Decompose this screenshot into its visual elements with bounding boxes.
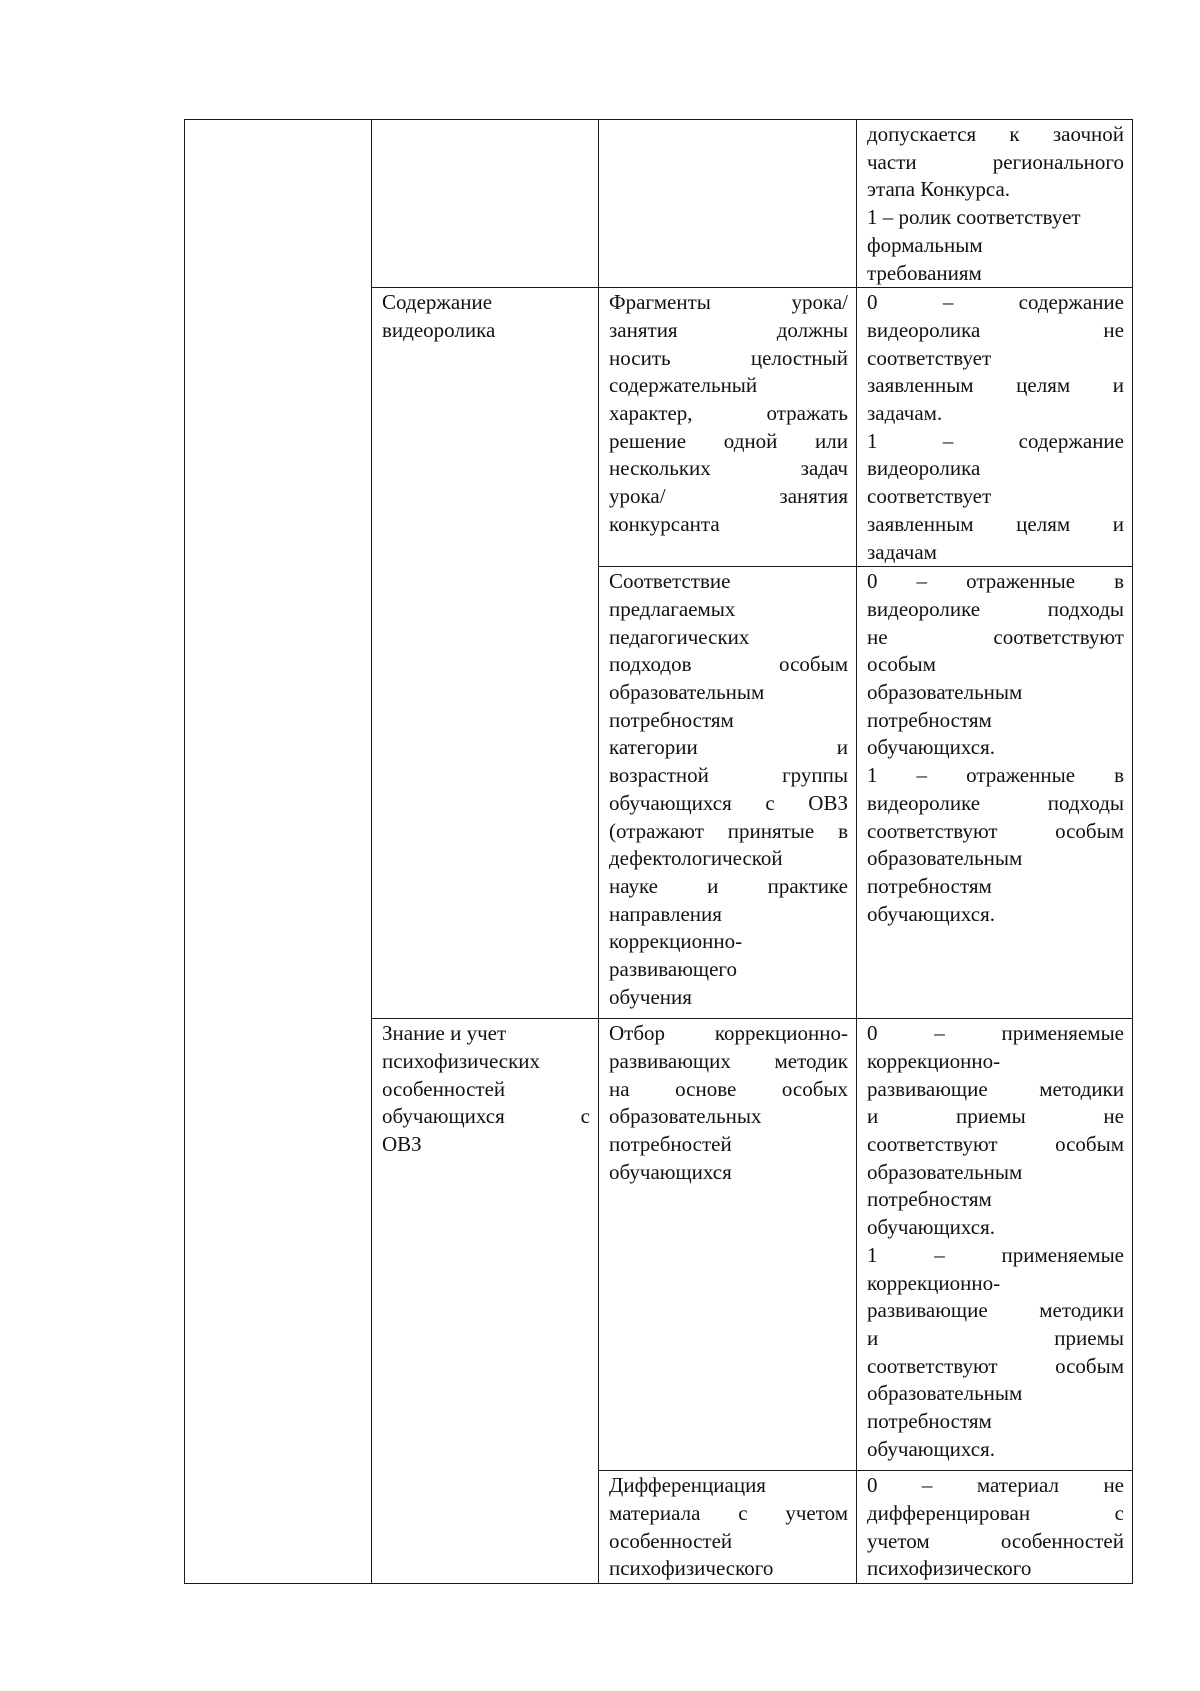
text-line: характер, отражать: [609, 401, 848, 426]
text-line: возрастной группы: [609, 763, 848, 788]
text-line: видеоролика: [867, 456, 981, 481]
text-line: обучающихся.: [867, 1215, 995, 1240]
text-line: развивающего: [609, 957, 737, 982]
text-line: содержательный: [609, 373, 758, 398]
text-line: коррекционно-: [867, 1048, 1001, 1073]
text-line: части регионального: [867, 149, 1124, 174]
text-line: особенностей: [382, 1076, 506, 1101]
scoring-cell: [857, 567, 1133, 1019]
indicator-cell: [599, 288, 857, 567]
text-line: 1 – применяемые: [867, 1242, 1124, 1267]
text-line: учетом особенностей: [867, 1528, 1124, 1553]
text-line: образовательным: [609, 680, 765, 705]
text-line: 0 – отраженные в: [867, 569, 1124, 594]
text-line: психофизического: [609, 1556, 774, 1581]
text-line: потребностям: [867, 873, 992, 898]
text-line: образовательным: [867, 1159, 1023, 1184]
text-line: Дифференциация: [609, 1473, 766, 1498]
indicator-cell: [599, 567, 857, 1019]
text-line: образовательным: [867, 680, 1023, 705]
indicator-cell: [599, 1019, 857, 1471]
text-line: соответствует: [867, 345, 992, 370]
text-line: обучающихся с: [382, 1104, 590, 1129]
text-line: Отбор коррекционно-: [609, 1021, 848, 1046]
text-line: 1 – ролик соответствует: [867, 205, 1081, 230]
text-line: требованиям: [867, 260, 982, 285]
scoring-cell: [857, 1019, 1133, 1471]
text-line: обучающихся: [609, 1159, 732, 1184]
text-line: педагогических: [609, 624, 750, 649]
text-line: 1 – отраженные в: [867, 763, 1124, 788]
text-line: Фрагменты урока/: [609, 290, 848, 315]
text-line: особым: [867, 652, 936, 677]
text-line: образовательных: [609, 1104, 762, 1129]
text-line: конкурсанта: [609, 511, 720, 536]
text-line: 0 – содержание: [867, 290, 1124, 315]
text-line: 0 – материал не: [867, 1473, 1124, 1498]
table-row: [185, 120, 1133, 288]
text-line: соответствуют особым: [867, 1353, 1124, 1378]
text-line: формальным: [867, 232, 983, 257]
text-line: Знание и учет: [382, 1021, 507, 1046]
text-line: дефектологической: [609, 846, 783, 871]
text-line: обучающихся с ОВЗ: [609, 790, 848, 815]
text-line: задачам.: [867, 401, 943, 426]
scoring-cell: [857, 288, 1133, 567]
text-line: потребностей: [609, 1132, 732, 1157]
text-line: не соответствуют: [867, 624, 1124, 649]
text-line: видеоролике подходы: [867, 596, 1124, 621]
text-line: соответствуют особым: [867, 1132, 1124, 1157]
text-line: развивающих методик: [609, 1048, 848, 1073]
text-line: категории и: [609, 735, 848, 760]
text-line: коррекционно-: [609, 929, 743, 954]
text-line: видеоролика: [382, 317, 496, 342]
indicator-cell: [599, 1471, 857, 1584]
text-line: нескольких задач: [609, 456, 848, 481]
text-line: подходов особым: [609, 652, 848, 677]
text-line: потребностям: [867, 1409, 992, 1434]
text-line: заявленным целям и: [867, 511, 1124, 536]
indicator-cell: [599, 120, 857, 288]
text-line: 1 – содержание: [867, 428, 1124, 453]
text-line: соответствует: [867, 484, 992, 509]
text-line: дифференцирован с: [867, 1500, 1124, 1525]
text-line: занятия должны: [609, 317, 848, 342]
text-line: Содержание: [382, 290, 493, 315]
text-line: развивающие методики: [867, 1076, 1124, 1101]
text-line: и приемы: [867, 1325, 1124, 1350]
text-line: психофизических: [382, 1048, 541, 1073]
text-line: (отражают принятые в: [609, 818, 848, 843]
text-line: предлагаемых: [609, 596, 736, 621]
text-line: Соответствие: [609, 569, 731, 594]
text-line: потребностям: [609, 707, 734, 732]
text-line: потребностям: [867, 1187, 992, 1212]
criteria-table: [184, 119, 1133, 1584]
text-line: решение одной или: [609, 428, 848, 453]
text-line: обучающихся.: [867, 901, 995, 926]
text-line: психофизического: [867, 1556, 1032, 1581]
text-line: урока/ занятия: [609, 484, 848, 509]
text-line: обучающихся.: [867, 735, 995, 760]
text-line: задачам: [867, 539, 937, 564]
text-line: соответствуют особым: [867, 818, 1124, 843]
text-line: образовательным: [867, 1381, 1023, 1406]
text-line: развивающие методики: [867, 1298, 1124, 1323]
text-line: заявленным целям и: [867, 373, 1124, 398]
text-line: ОВЗ: [382, 1132, 422, 1157]
text-line: обучения: [609, 984, 692, 1009]
text-line: 0 – применяемые: [867, 1021, 1124, 1046]
criterion-cell: [372, 288, 599, 1019]
scoring-cell: [857, 1471, 1133, 1584]
text-line: направления: [609, 901, 722, 926]
text-line: видеоролике подходы: [867, 790, 1124, 815]
text-line: обучающихся.: [867, 1436, 995, 1461]
section-cell: [185, 120, 372, 1584]
text-line: и приемы не: [867, 1104, 1124, 1129]
text-line: особенностей: [609, 1528, 733, 1553]
text-line: науке и практике: [609, 873, 848, 898]
text-line: носить целостный: [609, 345, 848, 370]
criterion-cell: [372, 1019, 599, 1584]
text-line: этапа Конкурса.: [867, 177, 1011, 202]
text-line: образовательным: [867, 846, 1023, 871]
text-line: коррекционно-: [867, 1270, 1001, 1295]
criterion-cell: [372, 120, 599, 288]
text-line: допускается к заочной: [867, 122, 1124, 146]
text-line: видеоролика не: [867, 317, 1124, 342]
text-line: потребностям: [867, 707, 992, 732]
scoring-cell: [857, 120, 1133, 288]
text-line: на основе особых: [609, 1076, 848, 1101]
text-line: материала с учетом: [609, 1500, 848, 1525]
